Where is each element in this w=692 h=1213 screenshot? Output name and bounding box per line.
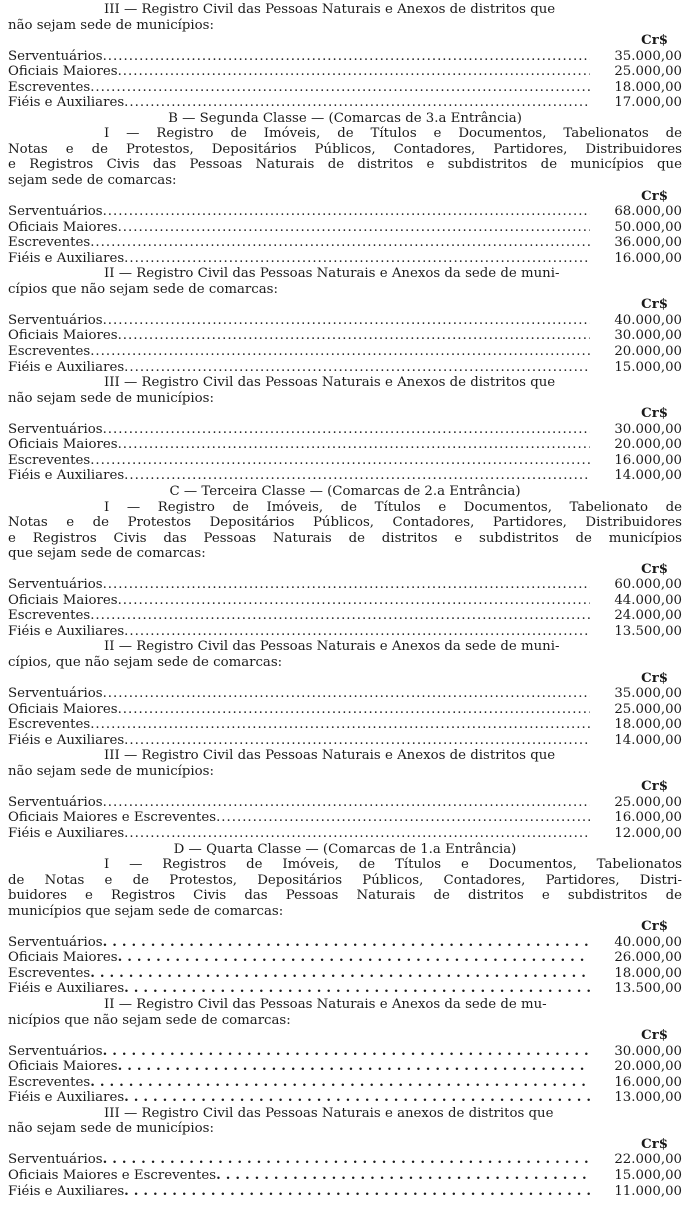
currency-label: Cr$ [641, 1136, 668, 1152]
row-amount: 16.000,00 [614, 452, 682, 468]
salary-row [8, 49, 682, 65]
salary-row [8, 204, 682, 220]
row-label: Oficiais Maiores e Escreventes [8, 1168, 217, 1184]
row-label: Fiéis e Auxiliares [8, 981, 125, 997]
row-label: Fiéis e Auxiliares [8, 1090, 125, 1106]
row-label: Fiéis e Auxiliares [8, 250, 125, 266]
salary-row [8, 468, 682, 484]
section-description-line: Notas e de Protestos, Depositários Públicos, Contadores, Partidores, Distribuidores [8, 141, 682, 157]
row-amount: 26.000,00 [614, 950, 682, 966]
salary-row [8, 1075, 682, 1091]
section-10 [8, 1106, 682, 1199]
row-label: Serventuários [8, 48, 103, 64]
row-amount: 13.500,00 [614, 623, 682, 639]
section-heading: III — Registro Civil das Pessoas Naturais e Anexos de distritos que [104, 375, 556, 391]
salary-row [8, 702, 682, 718]
dot-leader [103, 686, 590, 702]
row-amount: 15.000,00 [614, 1168, 682, 1184]
row-label: Serventuários [8, 794, 103, 810]
salary-row [8, 64, 682, 80]
salary-row [8, 717, 682, 733]
dot-leader [124, 733, 590, 749]
salary-row [8, 344, 682, 360]
dot-leader [118, 593, 590, 609]
section-description-end: que sejam sede de comarcas: [8, 546, 206, 562]
section-heading: III — Registro Civil das Pessoas Naturais e Anexos de distritos que [104, 748, 556, 764]
section-description-line: de Notas e de Protestos, Depositários Públicos, Contadores, Partidores, Distri- [8, 872, 682, 888]
section-heading: II — Registro Civil das Pessoas Naturais e Anexos da sede de muni- [104, 639, 560, 655]
row-amount: 30.000,00 [614, 421, 682, 437]
row-amount: 18.000,00 [614, 79, 682, 95]
row-amount: 22.000,00 [614, 1152, 682, 1168]
section-description-end: cípios, que não sejam sede de comarcas: [8, 654, 283, 670]
row-amount: 68.000,00 [614, 204, 682, 220]
section-description-end: não sejam sede de municípios: [8, 1121, 214, 1137]
row-label: Oficiais Maiores [8, 219, 118, 235]
row-label: Escreventes [8, 235, 91, 251]
currency-label: Cr$ [641, 561, 668, 577]
salary-row [8, 593, 682, 609]
row-label: Fiéis e Auxiliares [8, 468, 125, 484]
salary-row [8, 1152, 682, 1168]
salary-row [8, 1059, 682, 1075]
dot-leader [124, 360, 590, 376]
salary-row [8, 966, 682, 982]
row-amount: 35.000,00 [614, 48, 682, 64]
currency-label: Cr$ [641, 297, 668, 313]
row-label: Serventuários [8, 421, 103, 437]
currency-label: Cr$ [641, 919, 668, 935]
dot-leader [118, 328, 590, 344]
dot-leader [90, 966, 590, 982]
row-label: Oficiais Maiores [8, 592, 118, 608]
row-amount: 13.500,00 [614, 981, 682, 997]
row-label: Escreventes [8, 608, 91, 624]
row-amount: 17.000,00 [614, 95, 682, 111]
dot-leader [124, 251, 590, 267]
row-label: Fiéis e Auxiliares [8, 732, 125, 748]
dot-leader [118, 220, 590, 236]
section-heading: I — Registros de Imóveis, de Títulos e Documentos, Tabelionatos [104, 857, 682, 873]
dot-leader [124, 468, 590, 484]
dot-leader [90, 608, 590, 624]
section-description-line: buidores e Registros Civis das Pessoas Naturais de distritos e subdistritos de [8, 888, 682, 904]
salary-row [8, 453, 682, 469]
salary-row [8, 1184, 682, 1200]
dot-leader [216, 810, 590, 826]
salary-row [8, 220, 682, 236]
dot-leader [103, 577, 590, 593]
row-label: Fiéis e Auxiliares [8, 359, 125, 375]
row-label: Serventuários [8, 934, 103, 950]
row-amount: 35.000,00 [614, 686, 682, 702]
section-heading: III — Registro Civil das Pessoas Naturais e anexos de distritos que [104, 1105, 554, 1121]
row-label: Oficiais Maiores [8, 701, 118, 717]
dot-leader [124, 826, 590, 842]
currency-label: Cr$ [641, 779, 668, 795]
section-9 [8, 997, 682, 1106]
section-7 [8, 748, 682, 841]
dot-leader [103, 49, 590, 65]
section-1 [8, 2, 682, 111]
dot-leader [103, 1044, 590, 1060]
row-label: Oficiais Maiores [8, 1059, 118, 1075]
row-amount: 20.000,00 [614, 344, 682, 360]
dot-leader [90, 1075, 590, 1091]
section-description-line: Notas e de Protestos Depositários Públicos, Contadores, Partidores, Distribuidores [8, 515, 682, 531]
salary-row [8, 1168, 682, 1184]
salary-row [8, 95, 682, 111]
row-label: Fiéis e Auxiliares [8, 825, 125, 841]
row-amount: 40.000,00 [614, 934, 682, 950]
salary-row [8, 1090, 682, 1106]
salary-row [8, 795, 682, 811]
row-label: Oficiais Maiores e Escreventes [8, 810, 217, 826]
row-amount: 16.000,00 [614, 250, 682, 266]
row-label: Serventuários [8, 1043, 103, 1059]
dot-leader [124, 1184, 590, 1200]
dot-leader [90, 453, 590, 469]
salary-row [8, 935, 682, 951]
dot-leader [103, 795, 590, 811]
salary-row [8, 1044, 682, 1060]
currency-label: Cr$ [641, 33, 668, 49]
section-6 [8, 639, 682, 748]
salary-row [8, 422, 682, 438]
section-description-line: e Registros Civis das Pessoas Naturais de distritos e subdistritos de municípios que [8, 157, 682, 173]
salary-row [8, 981, 682, 997]
dot-leader [216, 1168, 590, 1184]
salary-row [8, 826, 682, 842]
dot-leader [90, 235, 590, 251]
row-amount: 36.000,00 [614, 235, 682, 251]
dot-leader [124, 1090, 590, 1106]
row-label: Serventuários [8, 312, 103, 328]
row-amount: 24.000,00 [614, 608, 682, 624]
section-description-end: cípios que não sejam sede de comarcas: [8, 281, 278, 297]
row-amount: 25.000,00 [614, 701, 682, 717]
dot-leader [103, 1152, 590, 1168]
salary-row [8, 251, 682, 267]
row-label: Serventuários [8, 686, 103, 702]
row-amount: 20.000,00 [614, 1059, 682, 1075]
salary-row [8, 686, 682, 702]
salary-row [8, 950, 682, 966]
section-description-end: nicípios que não sejam sede de comarcas: [8, 1012, 291, 1028]
section-description-line: e Registros Civis das Pessoas Naturais de distritos e subdistritos de municípios [8, 530, 682, 546]
section-description-end: sejam sede de comarcas: [8, 173, 177, 189]
salary-row [8, 313, 682, 329]
row-amount: 11.000,00 [614, 1183, 682, 1199]
row-amount: 25.000,00 [614, 64, 682, 80]
currency-label: Cr$ [641, 670, 668, 686]
row-amount: 30.000,00 [614, 328, 682, 344]
salary-row [8, 437, 682, 453]
section-heading: II — Registro Civil das Pessoas Naturais e Anexos da sede de muni- [104, 266, 560, 282]
row-amount: 16.000,00 [614, 1074, 682, 1090]
currency-label: Cr$ [641, 1028, 668, 1044]
salary-row [8, 810, 682, 826]
row-amount: 44.000,00 [614, 592, 682, 608]
row-label: Oficiais Maiores [8, 950, 118, 966]
section-8 [8, 842, 682, 997]
row-label: Serventuários [8, 204, 103, 220]
class-title: D — Quarta Classe — (Comarcas de 1.a Entrância) [173, 841, 517, 857]
dot-leader [118, 437, 590, 453]
row-label: Serventuários [8, 1152, 103, 1168]
dot-leader [103, 313, 590, 329]
salary-row [8, 577, 682, 593]
section-5 [8, 484, 682, 639]
row-label: Oficiais Maiores [8, 328, 118, 344]
dot-leader [118, 702, 590, 718]
salary-row [8, 608, 682, 624]
row-amount: 14.000,00 [614, 468, 682, 484]
row-label: Fiéis e Auxiliares [8, 623, 125, 639]
section-heading: III — Registro Civil das Pessoas Naturais e Anexos de distritos que [104, 2, 556, 17]
row-label: Escreventes [8, 965, 91, 981]
row-amount: 30.000,00 [614, 1043, 682, 1059]
section-heading: I — Registro de Imóveis, de Títulos e Documentos, Tabelionato de [104, 499, 682, 515]
currency-label: Cr$ [641, 188, 668, 204]
row-amount: 18.000,00 [614, 965, 682, 981]
section-description-end: não sejam sede de municípios: [8, 763, 214, 779]
dot-leader [124, 624, 590, 640]
row-label: Oficiais Maiores [8, 437, 118, 453]
section-heading: I — Registro de Imóveis, de Títulos e Documentos, Tabelionatos de [104, 126, 682, 142]
dot-leader [90, 344, 590, 360]
salary-row [8, 360, 682, 376]
row-amount: 50.000,00 [614, 219, 682, 235]
row-label: Fiéis e Auxiliares [8, 95, 125, 111]
row-label: Serventuários [8, 577, 103, 593]
row-amount: 13.000,00 [614, 1090, 682, 1106]
section-4 [8, 375, 682, 484]
row-label: Escreventes [8, 452, 91, 468]
dot-leader [103, 935, 590, 951]
row-amount: 14.000,00 [614, 732, 682, 748]
class-title: B — Segunda Classe — (Comarcas de 3.a Entrância) [168, 110, 522, 126]
section-description-end: não sejam sede de municípios: [8, 17, 214, 33]
dot-leader [124, 95, 590, 111]
row-amount: 20.000,00 [614, 437, 682, 453]
row-amount: 25.000,00 [614, 794, 682, 810]
row-amount: 40.000,00 [614, 312, 682, 328]
row-label: Fiéis e Auxiliares [8, 1183, 125, 1199]
salary-row [8, 328, 682, 344]
dot-leader [118, 950, 590, 966]
salary-row [8, 624, 682, 640]
row-label: Escreventes [8, 79, 91, 95]
currency-label: Cr$ [641, 406, 668, 422]
dot-leader [124, 981, 590, 997]
salary-row [8, 80, 682, 96]
dot-leader [103, 204, 590, 220]
section-3 [8, 266, 682, 375]
section-description-end: não sejam sede de municípios: [8, 390, 214, 406]
row-label: Oficiais Maiores [8, 64, 118, 80]
row-label: Escreventes [8, 1074, 91, 1090]
class-title: C — Terceira Classe — (Comarcas de 2.a Entrância) [169, 483, 521, 499]
dot-leader [118, 64, 590, 80]
dot-leader [103, 422, 590, 438]
section-2 [8, 111, 682, 266]
row-amount: 12.000,00 [614, 825, 682, 841]
row-amount: 18.000,00 [614, 717, 682, 733]
row-amount: 16.000,00 [614, 810, 682, 826]
section-heading: II — Registro Civil das Pessoas Naturais e Anexos da sede de mu- [104, 997, 547, 1012]
section-description-end: municípios que sejam sede de comarcas: [8, 903, 284, 919]
salary-row [8, 235, 682, 251]
row-label: Escreventes [8, 344, 91, 360]
salary-row [8, 733, 682, 749]
dot-leader [90, 717, 590, 733]
row-amount: 60.000,00 [614, 577, 682, 593]
dot-leader [90, 80, 590, 96]
row-label: Escreventes [8, 717, 91, 733]
row-amount: 15.000,00 [614, 359, 682, 375]
dot-leader [118, 1059, 590, 1075]
